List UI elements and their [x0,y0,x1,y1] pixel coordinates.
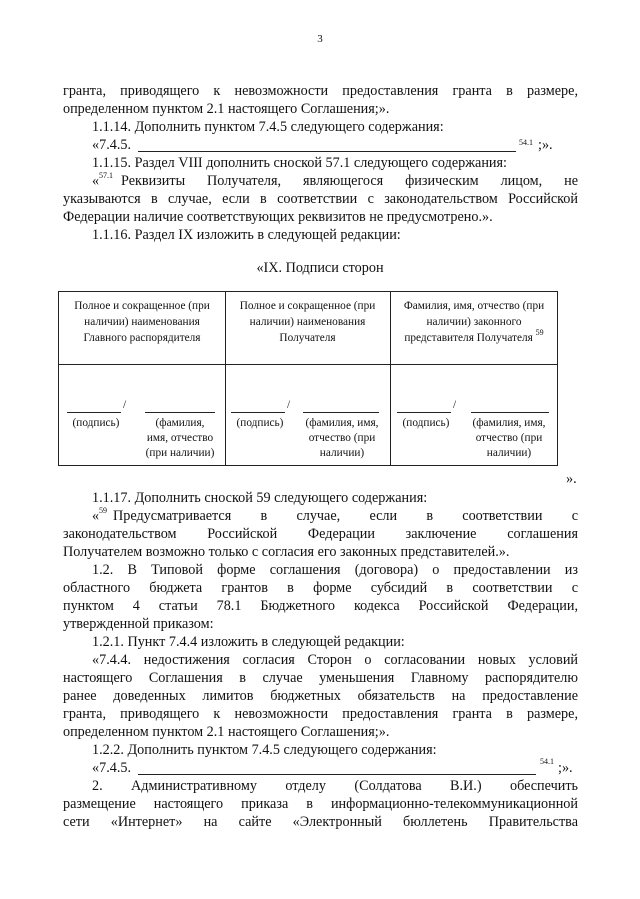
header-main-administrator: Полное и сокращенное (при наличии) наименования Главного распорядителя [74,300,210,344]
paragraph-line: определенном пунктом 2.1 настоящего Соглашения;». [63,101,390,117]
footnote-ref: 54.1 [519,138,533,147]
footnote-ref: 54.1 [540,757,554,766]
footnote-text: Предусматривается в случае, если в соответствии с [113,508,578,524]
item-2-line: 2. Административному отделу (Солдатова В.И.) обеспечить [92,778,578,794]
name-line [303,412,379,413]
signature-caption: (подпись) [402,417,450,429]
slash: / [287,399,291,411]
item-1-2-line: областного бюджета грантов в форме субсидий в соответствии с [63,580,578,596]
quote-open: « [92,508,100,524]
item-1-1-16: 1.1.16. Раздел IX изложить в следующей редакции: [92,227,401,243]
item-1-1-14: 1.1.14. Дополнить пунктом 7.4.5 следующего содержания: [92,119,444,135]
slash: / [123,399,127,411]
item-2-line: сети «Интернет» на сайте «Электронный бюллетень Правительства [63,814,578,830]
footnote-text: указываются в случае, если в соответствии с законодательством Российской [63,191,578,207]
footnote-text: законодательством Российской Федерации заключение соглашения [63,526,578,542]
item-1-2-line: утвержденной приказом: [63,616,214,632]
footnote-text: Получателем возможно только с согласия его законных представителей.». [63,544,510,560]
slash: / [453,399,457,411]
signature-line [231,412,285,413]
section-title: «IX. Подписи сторон [256,260,384,276]
table-close-quote: ». [566,471,577,487]
quote-open: « [92,173,100,189]
footnote-mark: 57.1 [99,171,113,180]
footnote-text: Реквизиты Получателя, являющегося физическим лицом, не [121,173,578,189]
item-1-2-line: пунктом 4 статьи 78.1 Бюджетного кодекса Российской Федерации, [63,598,578,614]
table-divider [59,364,557,365]
item-744-line: ранее доведенных лимитов бюджетных обязательств на предоставление [63,688,578,704]
page-number: 3 [317,33,323,45]
name-line [471,412,549,413]
item-1-2-line: 1.2. В Типовой форме соглашения (договора) о предоставлении из [92,562,578,578]
signature-line [67,412,121,413]
blank-line [138,151,516,152]
item-745-suffix: ;». [558,760,573,776]
item-1-1-17: 1.1.17. Дополнить сноской 59 следующего содержания: [92,490,428,506]
footnote-mark: 59 [99,506,107,515]
name-line [145,412,215,413]
signature-line [397,412,451,413]
name-caption: (фамилия, имя, отчество (при наличии) [145,417,215,459]
name-caption: (фамилия, имя, отчество (при наличии) [305,417,379,459]
item-744-line: гранта, приводящего к невозможности предоставления гранта в размере, [63,706,578,722]
footnote-text: Федерации наличие соответствующих реквизитов не предусмотрено.». [63,209,493,225]
item-745-prefix: «7.4.5. [92,137,132,153]
item-745-suffix: ;». [538,137,553,153]
item-1-1-15: 1.1.15. Раздел VIII дополнить сноской 57.1 следующего содержания: [92,155,507,171]
signature-caption: (подпись) [72,417,120,429]
item-2-line: размещение настоящего приказа в информационно-телекоммуникационной [63,796,578,812]
signature-table [58,291,558,466]
item-744-line: определенном пунктом 2.1 настоящего Соглашения;». [63,724,390,740]
blank-line [138,774,536,775]
item-744-line: настоящего Соглашения в случае уменьшения Главному распорядителю [63,670,578,686]
header-recipient: Полное и сокращенное (при наличии) наименования Получателя [239,300,376,344]
item-1-2-2: 1.2.2. Дополнить пунктом 7.4.5 следующего содержания: [92,742,437,758]
item-1-2-1: 1.2.1. Пункт 7.4.4 изложить в следующей редакции: [92,634,405,650]
name-caption: (фамилия, имя, отчество (при наличии) [472,417,546,459]
item-745-prefix: «7.4.5. [92,760,132,776]
item-744-line: «7.4.4. недостижения согласия Сторон о согласовании новых условий [92,652,578,668]
signature-caption: (подпись) [236,417,284,429]
header-legal-representative: Фамилия, имя, отчество (при наличии) законного представителя Получателя $^{59}$ [403,300,545,344]
paragraph-line: гранта, приводящего к невозможности предоставления гранта в размере, [63,83,578,99]
